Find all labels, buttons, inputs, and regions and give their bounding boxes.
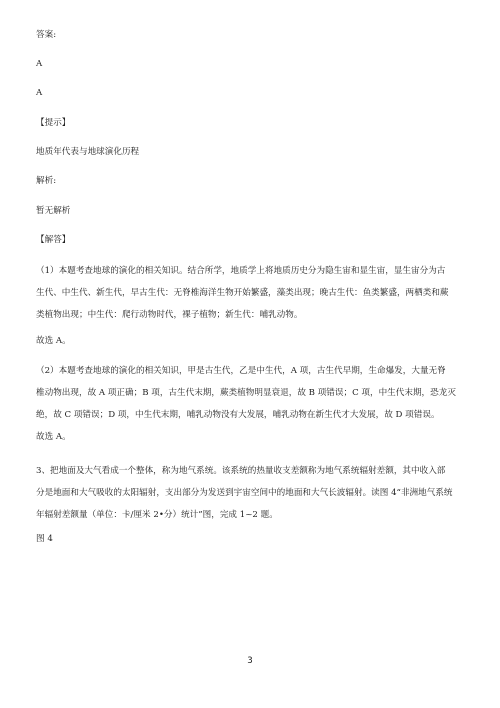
answer-label: 答案:: [36, 30, 57, 40]
hint-text: 地质年代表与地球演化历程: [36, 147, 140, 157]
question-3-line: 分是地面和大气吸收的太阳辐射，支出部分为发送到宇宙空间中的地面和大气长波辐射。读图 4“非洲地气系统: [36, 488, 453, 498]
solution-1-line: 类植物出现；中生代：爬行动物时代，裸子植物；新生代：哺乳动物。: [36, 310, 303, 320]
analysis-label: 解析:: [36, 176, 57, 186]
answer-2: A: [36, 88, 43, 98]
solution-part-1: [36, 260, 466, 326]
solution-2-line: 椎动物出现，故 A 项正确；B 项，古生代末期，蕨类植物明显衰退，故 B 项错误；C 项，中生代末期，恐龙灭: [36, 388, 456, 398]
analysis-text: 暂无解析: [36, 206, 71, 216]
page-number: 3: [247, 656, 253, 666]
choice-1: 故选 A。: [36, 336, 71, 346]
answer-1: A: [36, 59, 43, 69]
solution-part-2: [36, 360, 466, 426]
solution-2-line: 绝，故 C 项错误；D 项，中生代末期，哺乳动物没有大发展，哺乳动物在新生代才大发展，故 D 项错误。: [36, 410, 440, 420]
solution-label: 【解答】: [36, 235, 71, 245]
figure-label: 图 4: [36, 534, 53, 544]
hint-label: 【提示】: [36, 118, 71, 128]
solution-1-line: （1）本题考查地球的演化的相关知识。结合所学，地质学上将地质历史分为隐生宙和显生宙，显生宙分为古: [36, 266, 446, 276]
solution-2-line: （2）本题考查地球的演化的相关知识，甲是古生代，乙是中生代，A 项，古生代早期，生命爆发，大量无脊: [36, 366, 446, 376]
question-3-line: 3、把地面及大气看成一个整体，称为地气系统。该系统的热量收支差额称为地气系统辐射差额，其中收入部: [36, 466, 446, 476]
choice-2: 故选 A。: [36, 432, 71, 442]
question-3: [36, 460, 466, 526]
solution-1-line: 生代、中生代、新生代，早古生代：无脊椎海洋生物开始繁盛，藻类出现；晚古生代：鱼类繁盛，两栖类和蕨: [36, 288, 449, 298]
question-3-line: 年辐射差额量（单位：卡/厘米 2•分）统计”图，完成 1~2 题。: [36, 510, 278, 520]
